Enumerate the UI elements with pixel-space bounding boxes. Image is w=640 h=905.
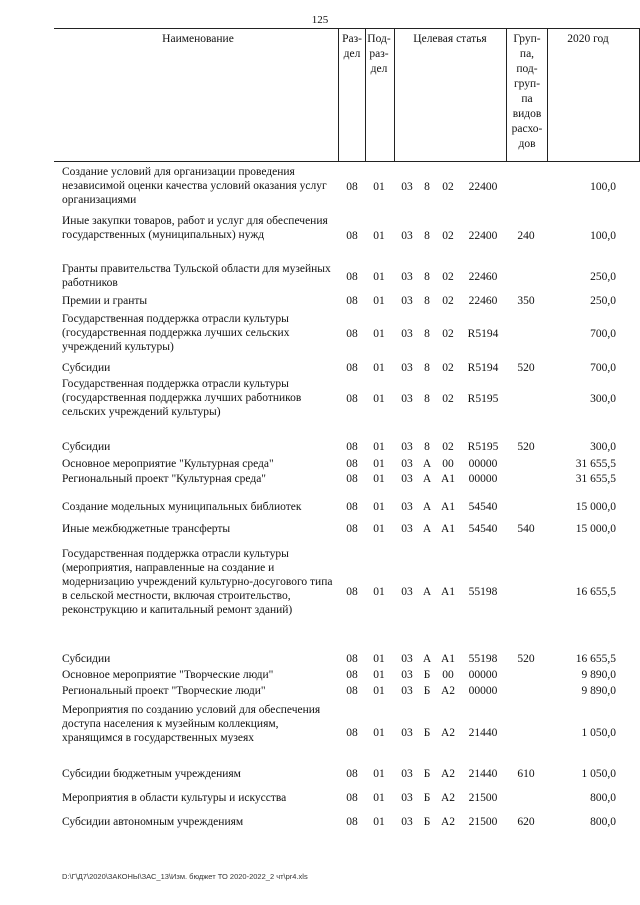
cell-razdel: 08 <box>346 669 358 681</box>
cell-amt: 15 000,0 <box>575 523 616 535</box>
cell-t4: R5194 <box>467 328 499 340</box>
table-row <box>0 668 640 682</box>
table-row <box>0 457 640 471</box>
cell-t4: 55198 <box>468 653 498 665</box>
cell-t2: 8 <box>424 362 430 374</box>
cell-t4: 54540 <box>468 523 498 535</box>
header-podrazdel: Под- раз- дел <box>367 33 391 75</box>
cell-t2: 8 <box>424 181 430 193</box>
table-row <box>0 652 640 666</box>
table-row <box>0 440 640 454</box>
table-row <box>0 522 640 536</box>
cell-t2: А <box>422 473 432 485</box>
cell-razdel: 08 <box>346 768 358 780</box>
cell-grp: 520 <box>517 653 535 665</box>
cell-grp: 520 <box>517 441 535 453</box>
table-row <box>0 165 640 209</box>
cell-t3: А2 <box>440 768 456 780</box>
cell-t4: R5195 <box>467 393 499 405</box>
cell-amt: 1 050,0 <box>581 727 616 739</box>
cell-t3: А2 <box>440 816 456 828</box>
cell-t4: 22400 <box>468 181 498 193</box>
cell-t1: 03 <box>401 362 413 374</box>
cell-razdel: 08 <box>346 458 358 470</box>
cell-amt: 300,0 <box>590 441 616 453</box>
header-razdel: Раз- дел <box>342 33 362 60</box>
cell-t1: 03 <box>401 230 413 242</box>
cell-t4: 54540 <box>468 501 498 513</box>
cell-t4: R5194 <box>467 362 499 374</box>
cell-t1: 03 <box>401 685 413 697</box>
row-name: Основное мероприятие "Творческие люди" <box>62 669 274 681</box>
cell-razdel: 08 <box>346 328 358 340</box>
table-row <box>0 500 640 514</box>
cell-t3: 00 <box>442 458 454 470</box>
cell-t4: 00000 <box>468 458 498 470</box>
table-row <box>0 472 640 486</box>
cell-t1: 03 <box>401 653 413 665</box>
cell-podr: 01 <box>373 362 385 374</box>
cell-t1: 03 <box>401 501 413 513</box>
table-row <box>0 361 640 375</box>
cell-amt: 31 655,5 <box>575 458 616 470</box>
cell-grp: 240 <box>517 230 535 242</box>
row-name: Мероприятия по созданию условий для обеспечения доступа населения к музейным коллекциям, хранящимся в государственных музеях <box>62 704 321 744</box>
cell-amt: 800,0 <box>590 792 616 804</box>
header-group: Груп- па, под- груп- па видов расхо- дов <box>511 33 543 150</box>
cell-t1: 03 <box>401 181 413 193</box>
row-name: Субсидии <box>62 362 111 374</box>
table-row <box>0 377 640 421</box>
table-row <box>0 703 640 763</box>
cell-t4: R5195 <box>467 441 499 453</box>
cell-amt: 800,0 <box>590 816 616 828</box>
cell-razdel: 08 <box>346 181 358 193</box>
row-name: Гранты правительства Тульской области для музейных работников <box>62 263 331 289</box>
cell-t2: Б <box>423 685 431 697</box>
header-divider <box>547 29 548 161</box>
cell-podr: 01 <box>373 271 385 283</box>
cell-t2: А <box>422 523 432 535</box>
cell-razdel: 08 <box>346 727 358 739</box>
cell-t2: Б <box>423 792 431 804</box>
page-number: 125 <box>311 14 329 26</box>
cell-razdel: 08 <box>346 685 358 697</box>
cell-grp: 610 <box>517 768 535 780</box>
cell-razdel: 08 <box>346 792 358 804</box>
table-row <box>0 547 640 637</box>
cell-t3: А1 <box>440 586 456 598</box>
cell-razdel: 08 <box>346 230 358 242</box>
row-name: Субсидии бюджетным учреждениям <box>62 768 241 780</box>
cell-podr: 01 <box>373 816 385 828</box>
cell-podr: 01 <box>373 653 385 665</box>
cell-podr: 01 <box>373 181 385 193</box>
cell-podr: 01 <box>373 685 385 697</box>
cell-podr: 01 <box>373 473 385 485</box>
cell-amt: 15 000,0 <box>575 501 616 513</box>
cell-t2: 8 <box>424 393 430 405</box>
cell-t1: 03 <box>401 768 413 780</box>
row-name: Субсидии <box>62 441 111 453</box>
cell-amt: 16 655,5 <box>575 653 616 665</box>
table-row <box>0 791 640 805</box>
table-row <box>0 767 640 781</box>
cell-t3: А1 <box>440 473 456 485</box>
cell-t3: А2 <box>440 792 456 804</box>
cell-t2: 8 <box>424 230 430 242</box>
cell-t1: 03 <box>401 816 413 828</box>
cell-grp: 520 <box>517 362 535 374</box>
cell-t3: 02 <box>442 271 454 283</box>
cell-podr: 01 <box>373 441 385 453</box>
row-name: Мероприятия в области культуры и искусства <box>62 792 287 804</box>
cell-podr: 01 <box>373 669 385 681</box>
cell-t4: 21440 <box>468 768 498 780</box>
table-row <box>0 815 640 829</box>
cell-t1: 03 <box>401 441 413 453</box>
cell-t2: А <box>422 653 432 665</box>
cell-t4: 22460 <box>468 295 498 307</box>
cell-razdel: 08 <box>346 362 358 374</box>
cell-amt: 700,0 <box>590 362 616 374</box>
cell-t3: А2 <box>440 685 456 697</box>
cell-t2: 8 <box>424 295 430 307</box>
header-divider <box>394 29 395 161</box>
cell-amt: 1 050,0 <box>581 768 616 780</box>
cell-t3: А1 <box>440 653 456 665</box>
cell-t4: 21500 <box>468 792 498 804</box>
cell-t4: 21440 <box>468 727 498 739</box>
header-name: Наименование <box>162 33 234 45</box>
cell-t4: 22400 <box>468 230 498 242</box>
cell-podr: 01 <box>373 792 385 804</box>
cell-t3: 00 <box>442 669 454 681</box>
footer-file-path: D:\Г\Д7\2020\ЗАКОНЫ\ЗАС_13\Изм. бюджет ТО 2020-2022_2 чт\pr4.xls <box>62 872 308 881</box>
row-name: Государственная поддержка отрасли культуры (государственная поддержка лучших сельских учреждений культуры) <box>62 313 290 353</box>
cell-t3: А2 <box>440 727 456 739</box>
cell-t3: А1 <box>440 501 456 513</box>
table-row <box>0 312 640 356</box>
cell-t4: 21500 <box>468 816 498 828</box>
cell-podr: 01 <box>373 230 385 242</box>
row-name: Региональный проект "Творческие люди" <box>62 685 266 697</box>
cell-t4: 00000 <box>468 669 498 681</box>
header-target: Целевая статья <box>413 33 487 45</box>
cell-t2: Б <box>423 768 431 780</box>
cell-t4: 00000 <box>468 685 498 697</box>
cell-t1: 03 <box>401 458 413 470</box>
cell-t2: Б <box>423 727 431 739</box>
cell-t2: Б <box>423 669 431 681</box>
cell-t2: А <box>422 458 432 470</box>
cell-t2: А <box>422 586 432 598</box>
cell-t1: 03 <box>401 727 413 739</box>
cell-podr: 01 <box>373 523 385 535</box>
cell-t4: 00000 <box>468 473 498 485</box>
row-name: Создание модельных муниципальных библиотек <box>62 501 302 513</box>
cell-amt: 9 890,0 <box>581 669 616 681</box>
table-row <box>0 214 640 258</box>
header-year: 2020 год <box>567 33 609 45</box>
cell-t3: 02 <box>442 295 454 307</box>
cell-t2: 8 <box>424 441 430 453</box>
cell-podr: 01 <box>373 727 385 739</box>
cell-razdel: 08 <box>346 271 358 283</box>
cell-razdel: 08 <box>346 653 358 665</box>
cell-t1: 03 <box>401 393 413 405</box>
cell-t3: 02 <box>442 362 454 374</box>
cell-t1: 03 <box>401 792 413 804</box>
cell-t1: 03 <box>401 328 413 340</box>
cell-t1: 03 <box>401 669 413 681</box>
cell-grp: 620 <box>517 816 535 828</box>
row-name: Субсидии автономным учреждениям <box>62 816 244 828</box>
row-name: Государственная поддержка отрасли культуры (государственная поддержка лучших работников сельских учреждений культуры) <box>62 378 302 418</box>
cell-podr: 01 <box>373 458 385 470</box>
cell-t4: 55198 <box>468 586 498 598</box>
table-row <box>0 262 640 292</box>
row-name: Иные закупки товаров, работ и услуг для обеспечения государственных (муниципальных) нужд <box>62 215 328 241</box>
cell-t2: Б <box>423 816 431 828</box>
cell-podr: 01 <box>373 295 385 307</box>
cell-t1: 03 <box>401 523 413 535</box>
row-name: Государственная поддержка отрасли культуры (мероприятия, направленные на создание и модернизацию учреждений культурно-досугового типа в сельской местности, включая строительство, реконструкцию и капитальный ремонт зданий) <box>62 548 333 616</box>
cell-t3: 02 <box>442 181 454 193</box>
cell-t2: А <box>422 501 432 513</box>
cell-amt: 700,0 <box>590 328 616 340</box>
cell-t3: А1 <box>440 523 456 535</box>
row-name: Премии и гранты <box>62 295 148 307</box>
cell-t3: 02 <box>442 441 454 453</box>
cell-podr: 01 <box>373 768 385 780</box>
row-name: Иные межбюджетные трансферты <box>62 523 231 535</box>
cell-amt: 100,0 <box>590 230 616 242</box>
cell-amt: 31 655,5 <box>575 473 616 485</box>
cell-podr: 01 <box>373 328 385 340</box>
cell-razdel: 08 <box>346 523 358 535</box>
cell-grp: 350 <box>517 295 535 307</box>
cell-podr: 01 <box>373 501 385 513</box>
cell-t4: 22460 <box>468 271 498 283</box>
row-name: Субсидии <box>62 653 111 665</box>
cell-t2: 8 <box>424 328 430 340</box>
table-row <box>0 684 640 698</box>
cell-t2: 8 <box>424 271 430 283</box>
cell-razdel: 08 <box>346 501 358 513</box>
cell-t3: 02 <box>442 328 454 340</box>
cell-amt: 16 655,5 <box>575 586 616 598</box>
row-name: Региональный проект "Культурная среда" <box>62 473 267 485</box>
cell-razdel: 08 <box>346 473 358 485</box>
cell-amt: 300,0 <box>590 393 616 405</box>
cell-amt: 100,0 <box>590 181 616 193</box>
cell-t1: 03 <box>401 295 413 307</box>
cell-amt: 9 890,0 <box>581 685 616 697</box>
cell-razdel: 08 <box>346 586 358 598</box>
cell-t1: 03 <box>401 271 413 283</box>
row-name: Создание условий для организации проведения независимой оценки качества условий оказания услуг организациями <box>62 166 327 206</box>
cell-t1: 03 <box>401 586 413 598</box>
cell-razdel: 08 <box>346 441 358 453</box>
cell-t1: 03 <box>401 473 413 485</box>
row-name: Основное мероприятие "Культурная среда" <box>62 458 274 470</box>
cell-podr: 01 <box>373 393 385 405</box>
cell-razdel: 08 <box>346 816 358 828</box>
cell-razdel: 08 <box>346 393 358 405</box>
cell-t3: 02 <box>442 393 454 405</box>
cell-razdel: 08 <box>346 295 358 307</box>
cell-t3: 02 <box>442 230 454 242</box>
table-row <box>0 294 640 308</box>
cell-grp: 540 <box>517 523 535 535</box>
table-header <box>54 28 640 162</box>
cell-amt: 250,0 <box>590 271 616 283</box>
cell-podr: 01 <box>373 586 385 598</box>
cell-amt: 250,0 <box>590 295 616 307</box>
